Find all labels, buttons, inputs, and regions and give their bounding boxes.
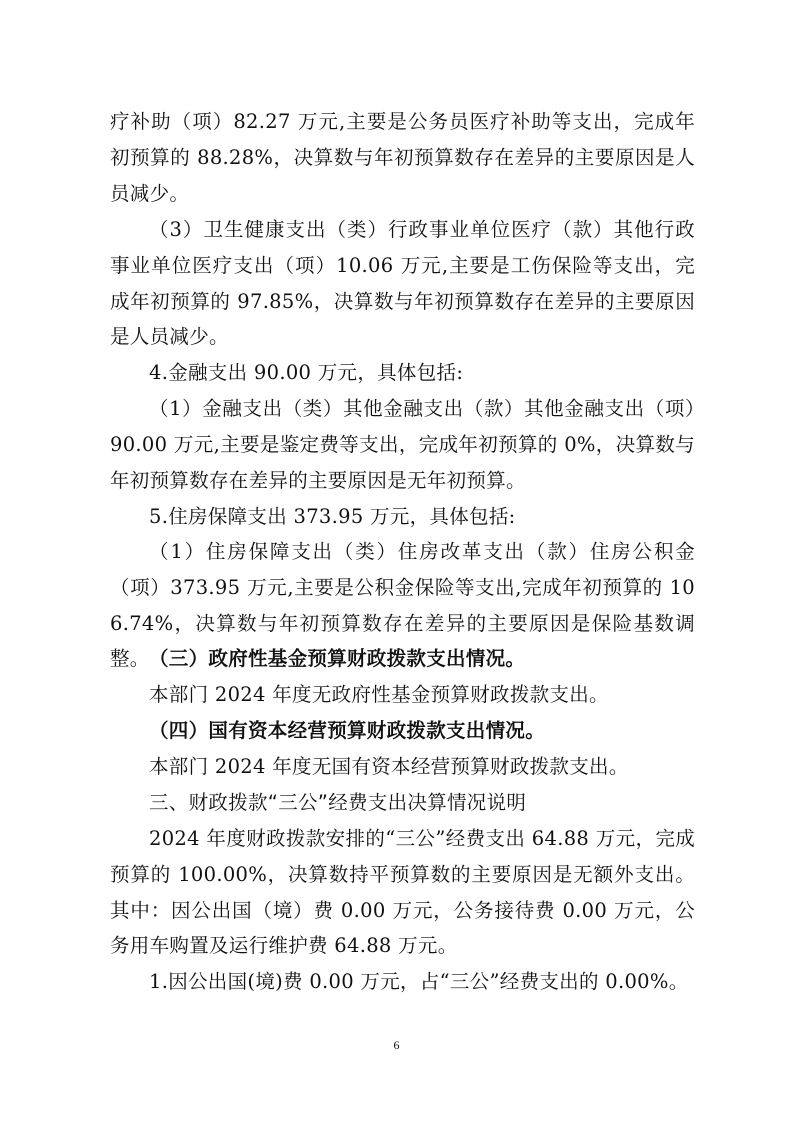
paragraph-finance-heading: 4.金融支出 90.00 万元，具体包括:	[149, 361, 464, 384]
paragraph-housing-heading: 5.住房保障支出 373.95 万元，具体包括:	[149, 505, 516, 528]
paragraph-other-medical: （3）卫生健康支出（类）行政事业单位医疗（款）其他行政事业单位医疗支出（项）10.06 万元,主要是工伤保险等支出，完成年初预算的 97.85%，决算数与年初预算数存在差异的主要原因是人员减少。	[110, 218, 695, 349]
paragraph-three-public-summary: 2024 年度财政拨款安排的“三公”经费支出 64.88 万元，完成预算的 100.00%，决算数持平预算数的主要原因是无额外支出。其中：因公出国（境）费 0.00 万元，公务接待费 0.00 万元，公务用车购置及运行维护费 64.88 万元。	[110, 827, 695, 958]
section-heading-state-capital: （四）国有资本经营预算财政拨款支出情况。	[149, 719, 546, 742]
section-heading-three-public: 三、财政拨款“三公”经费支出决算情况说明	[149, 791, 527, 814]
paragraph-finance-detail: （1）金融支出（类）其他金融支出（款）其他金融支出（项）90.00 万元,主要是鉴定费等支出，完成年初预算的 0%，决算数与年初预算数存在差异的主要原因是无年初预算。	[110, 397, 695, 492]
section-heading-government-fund: （三）政府性基金预算财政拨款支出情况。	[149, 647, 526, 670]
paragraph-housing-detail: （1）住房保障支出（类）住房改革支出（款）住房公积金（项）373.95 万元,主要是公积金保险等支出,完成年初预算的 106.74%，决算数与年初预算数存在差异的主要原因是保险基数调整。	[110, 540, 695, 671]
paragraph-government-fund: 本部门 2024 年度无政府性基金预算财政拨款支出。	[149, 683, 609, 706]
paragraph-overseas-travel: 1.因公出国(境)费 0.00 万元，占“三公”经费支出的 0.00%。	[149, 970, 689, 993]
page-number: 6	[393, 1038, 400, 1052]
paragraph-state-capital: 本部门 2024 年度无国有资本经营预算财政拨款支出。	[149, 755, 629, 778]
paragraph-medical-subsidy: 疗补助（项）82.27 万元,主要是公务员医疗补助等支出，完成年初预算的 88.28%，决算数与年初预算数存在差异的主要原因是人员减少。	[110, 110, 695, 205]
